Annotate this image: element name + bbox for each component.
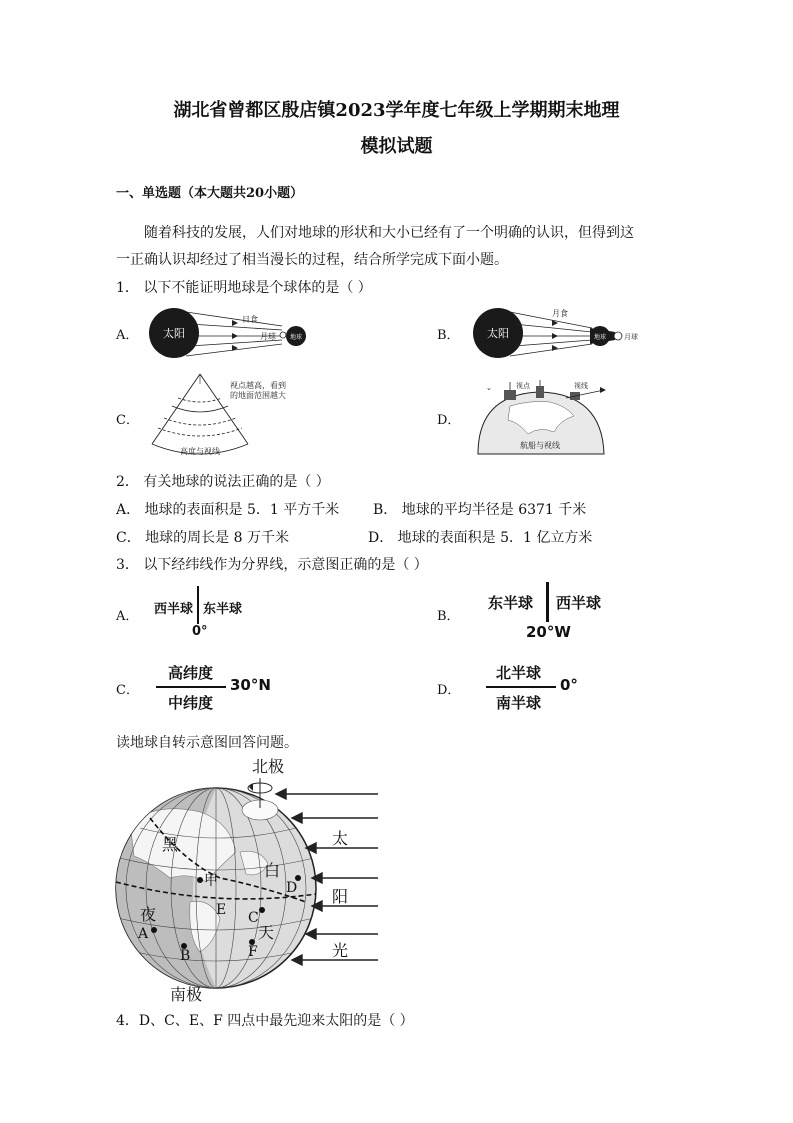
q1-option-c-label: C． — [116, 413, 139, 428]
q3a-value-label: 0° — [192, 624, 208, 639]
q1d-caption: 航船与视线 — [520, 441, 560, 450]
sunlight-label-3: 光 — [332, 941, 349, 960]
q3-figure-b — [486, 580, 626, 644]
sunlight-label-1: 太 — [332, 829, 349, 848]
q3-option-b-label: B． — [437, 609, 460, 624]
night-label-1: 黑 — [162, 835, 179, 854]
page-title: 湖北省曾都区殷店镇2023学年度七年级上学期期末地理 — [173, 100, 620, 121]
q3a-right-label: 东半球 — [203, 602, 243, 617]
q1a-moon-label: 月球 — [260, 332, 276, 341]
question-2-stem: 2． 有关地球的说法正确的是（ ） — [116, 474, 330, 490]
south-pole-label: 南极 — [170, 985, 203, 1004]
q1-figure-c-height-sightline — [148, 372, 318, 458]
reading-prompt: 读地球自转示意图回答问题。 — [116, 735, 298, 751]
q2-option-c: C． 地球的周长是 8 万千米 — [116, 530, 289, 546]
day-label-1: 白 — [264, 861, 281, 880]
q1a-eclipse-label: 日食 — [242, 315, 258, 324]
q1b-sun-label: 太阳 — [487, 327, 509, 340]
q3-option-c-label: C． — [116, 683, 139, 698]
q3d-top-label: 北半球 — [496, 664, 542, 682]
q1b-earth-label: 地球 — [593, 334, 607, 341]
q3-figure-d — [486, 660, 606, 716]
q1c-note-1: 视点越高，看到 — [230, 381, 286, 390]
q3c-top-label: 高纬度 — [168, 664, 214, 682]
q1b-moon-label: 月球 — [624, 333, 638, 341]
q1a-earth-label: 地球 — [289, 334, 303, 341]
q3-figure-a — [150, 584, 260, 644]
q1b-eclipse-label: 月食 — [552, 309, 568, 318]
point-jia-label: 甲 — [204, 873, 218, 889]
sunlight-label-2: 阳 — [332, 887, 349, 906]
q1-option-d-label: D． — [437, 413, 461, 428]
q1d-sightline-label: 视线 — [574, 382, 588, 390]
q3c-bottom-label: 中纬度 — [168, 694, 214, 712]
q2-option-d: D． 地球的表面积是 5．1 亿立方米 — [368, 530, 593, 546]
q1-figure-a-solar-eclipse — [146, 302, 316, 364]
q1-figure-b-lunar-eclipse — [470, 302, 640, 364]
earth-rotation-diagram — [110, 752, 390, 1006]
q3-figure-c — [156, 660, 286, 716]
intro-line-1: 随着科技的发展，人们对地球的形状和大小已经有了一个明确的认识，但得到这 — [144, 225, 634, 241]
page-subtitle: 模拟试题 — [360, 136, 433, 157]
q2-option-b: B． 地球的平均半径是 6371 千米 — [373, 502, 587, 518]
q1c-caption: 高度与视线 — [180, 447, 220, 456]
q3b-left-label: 东半球 — [488, 594, 534, 612]
point-e-label: E — [216, 902, 227, 918]
q1-option-b-label: B． — [437, 328, 460, 343]
q3b-right-label: 西半球 — [556, 594, 602, 612]
point-a-label: A — [138, 926, 149, 942]
q1d-bird-mark: ⌄ — [486, 384, 492, 392]
day-label-2: 天 — [258, 923, 275, 942]
q3-option-a-label: A． — [116, 609, 139, 624]
north-pole-label: 北极 — [252, 757, 285, 776]
intro-line-2: 一正确认识却经过了相当漫长的过程，结合所学完成下面小题。 — [116, 252, 508, 268]
q3a-left-label: 西半球 — [154, 602, 194, 617]
q3d-value-label: 0° — [560, 676, 578, 694]
night-label-2: 夜 — [140, 905, 157, 924]
q3d-bottom-label: 南半球 — [496, 694, 542, 712]
question-4-stem: 4．D、C、E、F 四点中最先迎来太阳的是（ ） — [116, 1013, 414, 1029]
point-c-label: C — [248, 910, 259, 926]
q1-figure-d-ship-sightline — [470, 376, 620, 456]
point-d-label: D — [286, 880, 298, 896]
point-b-label: B — [180, 948, 191, 964]
q1c-note-2: 的地面范围越大 — [230, 391, 286, 400]
question-1-stem: 1． 以下不能证明地球是个球体的是（ ） — [116, 280, 372, 296]
q1-option-a-label: A． — [116, 328, 139, 343]
q2-option-a: A． 地球的表面积是 5．1 平方千米 — [116, 502, 340, 518]
question-3-stem: 3． 以下经纬线作为分界线，示意图正确的是（ ） — [116, 557, 428, 573]
q1a-sun-label: 太阳 — [163, 327, 185, 340]
point-f-label: F — [248, 944, 258, 960]
q3-option-d-label: D． — [437, 683, 461, 698]
section-heading: 一、单选题（本大题共20小题） — [116, 186, 304, 201]
q3c-value-label: 30°N — [230, 676, 271, 694]
q3b-value-label: 20°W — [526, 623, 571, 641]
q1d-viewpoint-label: 视点 — [516, 382, 530, 390]
